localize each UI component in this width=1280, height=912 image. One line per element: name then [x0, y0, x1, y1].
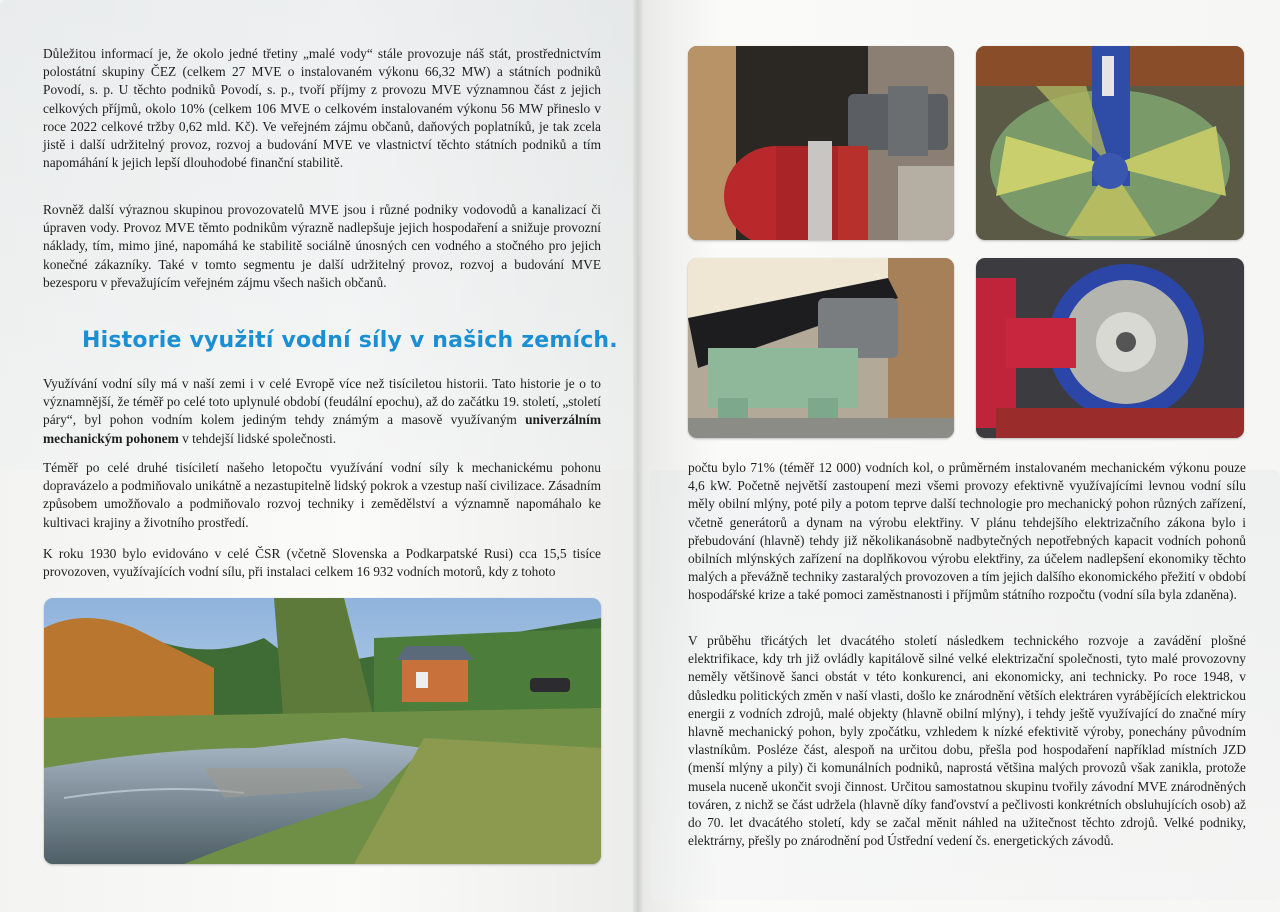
pelton-wheel-photo-bottom-right — [976, 258, 1244, 438]
belt-drive-photo-bottom-left — [688, 258, 954, 438]
right-paragraph-1: počtu bylo 71% (téměř 12 000) vodních kol, o průměrném instalovaném mechanickém výkonu pouze 4,6 kW. Početně největší zastoupení mezi všemi provozy efektivně využívajícími levnou vodní sílu měly obilní mlýny, poté pily a potom teprve další technologie pro mechanický pohon různých zařízení, včetně generátorů a dynam na výrobu elektřiny. V plánu tehdejšího elektrizačního zákona bylo i přebudování (hlavně) tehdy již několikanásobně nadbytečných nepotřebných kapacit vodních pohonů obilních mlýnských zařízení na doplňkovou výrobu elektřiny, za účelem nadlepšení ekonomiky těchto malých a převážně techniky zastaralých provozoven a tím jejich dalšího ekonomického přežití v období hospodářské krize a také pomoci zaměstnanosti i příjmům státního rozpočtu (vodní síla byla zdaněna). — [688, 460, 1246, 603]
section-heading: Historie využití vodní síly v našich zemích. — [82, 328, 618, 353]
landscape-photo — [44, 598, 601, 864]
left-paragraph-5: K roku 1930 bylo evidováno v celé ČSR (včetně Slovenska a Podkarpatské Rusi) cca 15,5 tisíce provozoven, využívajících vodní sílu, při instalaci celkem 16 932 vodních motorů, kdy z tohoto — [43, 546, 601, 580]
left-paragraph-4: Téměř po celé druhé tisíciletí našeho letopočtu využívání vodní síly k mechanickému pohonu dopravázelo a podmiňovalo unikátně a nezastupitelně lidský pokrok a vzestup naší civilizace. Zásadním způsobem umožňovalo a podmiňovalo rozvoj techniky i zemědělství a významně napomáhalo ke kultivaci krajiny a životního prostředí. — [43, 460, 601, 530]
left-paragraph-1: Důležitou informací je, že okolo jedné třetiny „malé vody“ stále provozuje náš stát, prostřednictvím polostátní skupiny ČEZ (celkem 27 MVE o instalovaném výkonu 66,32 MW) a státních podniků Povodí, s. p. U těchto podniků Povodí, s. p., tvoří příjmy z provozu MVE významnou část z jejich celkových příjmů, okolo 10% (celkem 106 MVE o celkovém instalovaném výkonu 56 MW přineslo v roce 2022 celkové tržby 0,62 mld. Kč). Ve veřejném zájmu občanů, daňových poplatníků, je tak zcela jistě i další udržitelný provoz, rozvoj a budování MVE ve vlastnictví těchto státních podniků a tím napomáhání k jejich lepší dlouhodobé finanční stabilitě. — [43, 46, 601, 171]
page-spine — [633, 0, 643, 912]
runner-photo-top-right — [976, 46, 1244, 240]
turbine-photo-top-left — [688, 46, 954, 240]
right-paragraph-2: V průběhu třicátých let dvacátého století následkem technického rozvoje a zavádění plošné elektrifikace, kdy trh již ovládly kapitálově silné velké elektrizační společnosti, tyto malé provozovny neměly většinově šanci obstát v této konkurenci, ani ekonomicky, ani technicky. Po roce 1948, v důsledku politických změn v naší vlasti, došlo ke znárodnění větších elektráren vyrábějících elektrickou energii z vodních zdrojů, malé objekty (hlavně obilní mlýny), i tehdy ještě využívající do značné míry hlavně mechanický pohon, byly zpočátku, vzhledem k nízké efektivitě výroby, ponechány původním vlastníkům. Posléze část, alespoň na určitou dobu, přešla pod hospodaření například místních JZD (menší mlýny a pily) či komunálních podniků, naprostá většina malých provozů však zanikla, protože musela nuceně ukončit svoji činnost. Určitou samostatnou skupinu tvořily závodní MVE znárodněných továren, z nichž se část udržela (hlavně díky fanďovství a pečlivosti konkrétních obsluhujících osob) až do 70. let dvacátého století, kdy se začal měnit náhled na užitečnost těchto zdrojů. Velké podniky, elektrárny, přešly po znárodnění pod Ústřední vedení čs. energetických závodů. — [688, 633, 1246, 849]
left-paragraph-3: Využívání vodní síly má v naší zemi i v celé Evropě více než tisíciletou historii. Tato historie je o to významnější, že téměř po celé toto uplynulé období (feudální epochu), až do začátku 19. století, „století páry“, byl pohon vodním kolem jediným tehdy známým a masově využívaným univerzálním mechanickým pohonem v tehdejší lidské společnosti. — [43, 376, 601, 446]
left-paragraph-2: Rovněž další výraznou skupinou provozovatelů MVE jsou i různé podniky vodovodů a kanalizací či úpraven vody. Provoz MVE těmto podnikům výrazně nadlepšuje jejich hospodaření a snižuje provozní náklady, tím, mimo jiné, napomáhá ke stabilitě sociálně únosných cen vodného a stočného pro jejich konečné zákazníky. Také v tomto segmentu je další udržitelný provoz, rozvoj a budování MVE bezesporu v převažujícím veřejném zájmu všech našich občanů. — [43, 202, 601, 290]
